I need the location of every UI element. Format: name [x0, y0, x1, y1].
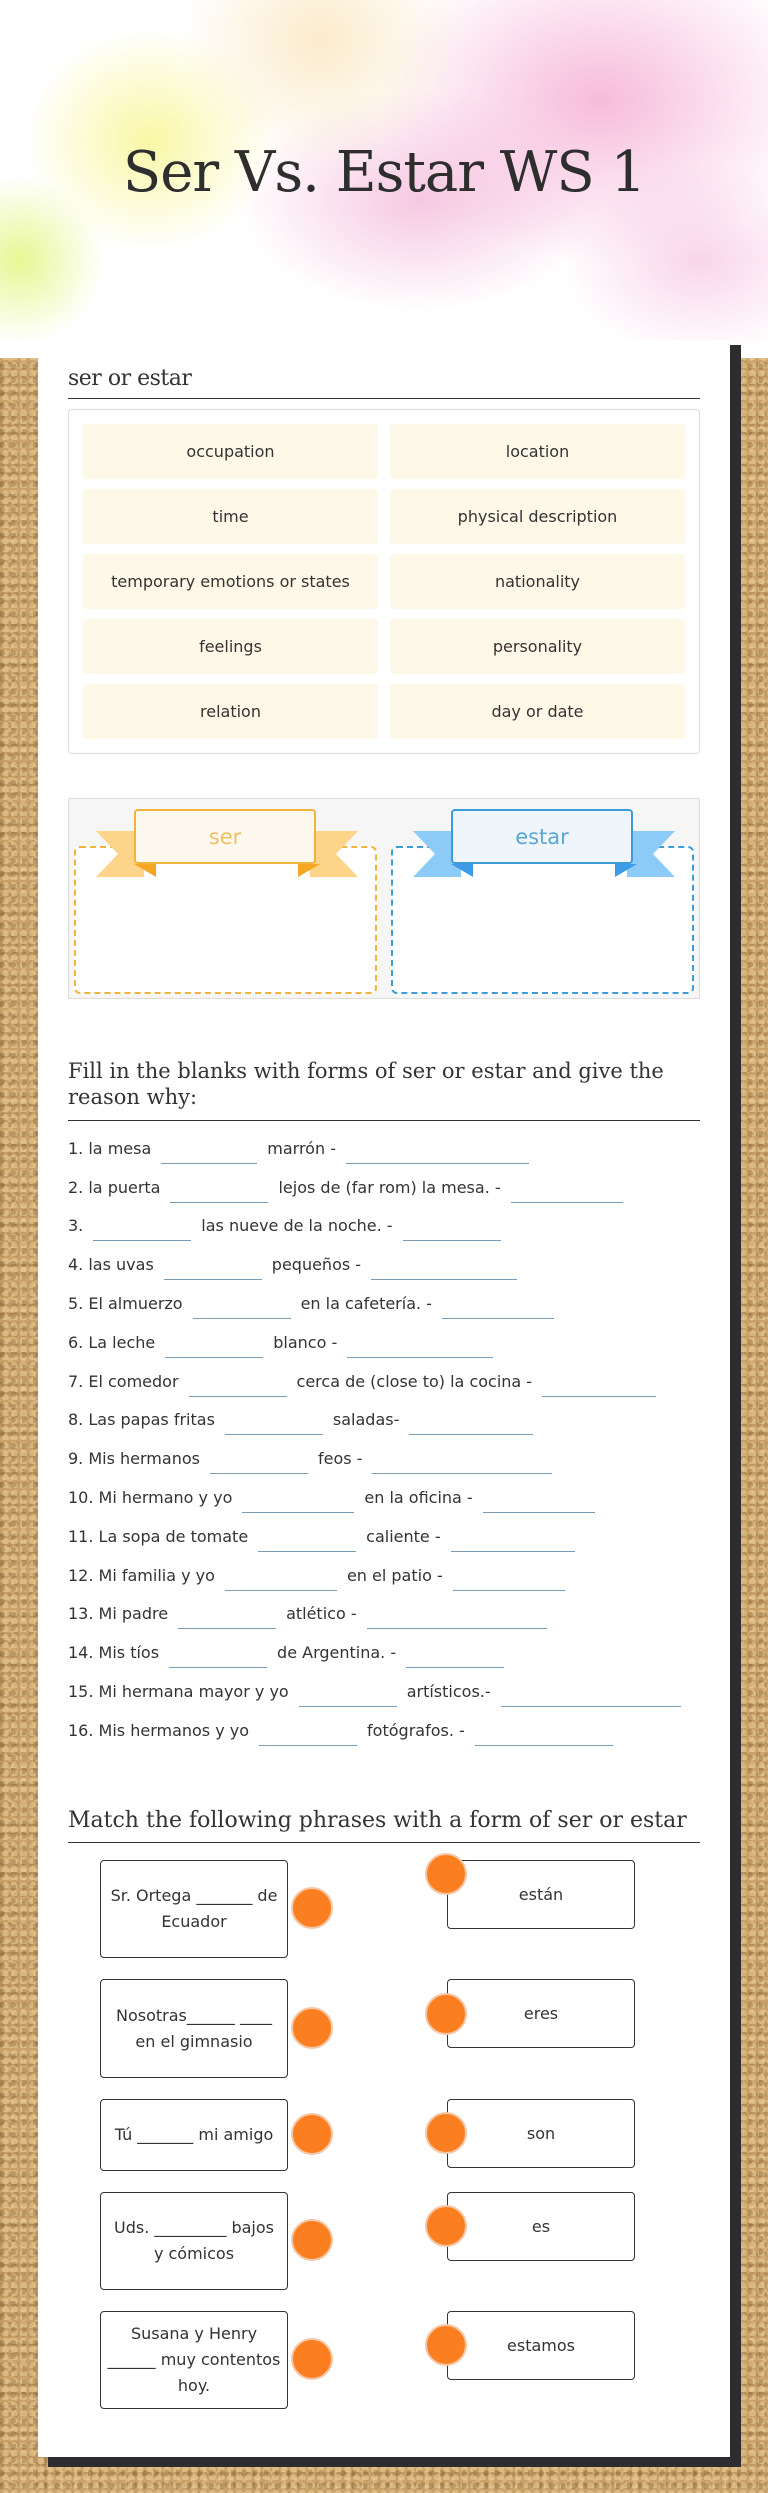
prompt-text: cerca de (close to) la cocina -	[296, 1371, 533, 1391]
prompt-text: en la cafetería. -	[300, 1293, 432, 1313]
prompt-text: 2. la puerta	[68, 1177, 161, 1197]
prompt-text: 3.	[68, 1216, 84, 1236]
category-card[interactable]: personality	[390, 619, 685, 674]
reason-blank[interactable]	[483, 1491, 595, 1513]
reason-blank[interactable]	[409, 1413, 533, 1435]
prompt-text: 11. La sopa de tomate	[68, 1526, 249, 1546]
verb-blank[interactable]	[225, 1569, 337, 1591]
verb-blank[interactable]	[210, 1452, 308, 1474]
fill-row	[68, 1631, 700, 1670]
fill-row	[68, 1593, 700, 1632]
fill-title: Fill in the blanks with forms of ser or estar and give the reason why:	[68, 1058, 700, 1121]
header-banner	[0, 0, 768, 358]
fill-row	[68, 1515, 700, 1554]
prompt-text: 14. Mis tíos	[68, 1643, 160, 1663]
prompt-text: 15. Mi hermana mayor y yo	[68, 1681, 289, 1701]
fill-row	[68, 1282, 700, 1321]
match-answer: están	[447, 1860, 635, 1929]
fill-list	[68, 1127, 700, 1748]
prompt-text: caliente -	[366, 1526, 441, 1546]
match-phrase: Tú _______ mi amigo	[100, 2099, 288, 2171]
match-answer: son	[447, 2099, 635, 2168]
ser-label: ser	[134, 809, 316, 864]
match-connector-dot[interactable]	[291, 2338, 333, 2380]
prompt-text: 1. la mesa	[68, 1138, 152, 1158]
prompt-text: atlético -	[286, 1604, 357, 1624]
category-card[interactable]: occupation	[83, 424, 378, 479]
match-phrase: Uds. _________ bajos y cómicos	[100, 2192, 288, 2290]
reason-blank[interactable]	[347, 1336, 493, 1358]
fill-row	[68, 1437, 700, 1476]
match-answer: estamos	[447, 2311, 635, 2380]
estar-label: estar	[451, 809, 633, 864]
verb-blank[interactable]	[299, 1685, 397, 1707]
verb-blank[interactable]	[164, 1258, 262, 1280]
category-card[interactable]: day or date	[390, 684, 685, 739]
prompt-text: en la oficina -	[364, 1487, 473, 1507]
estar-ribbon	[413, 809, 675, 879]
reason-blank[interactable]	[511, 1181, 623, 1203]
fill-row	[68, 1709, 700, 1748]
fill-row	[68, 1321, 700, 1360]
verb-blank[interactable]	[259, 1724, 357, 1746]
prompt-text: 4. las uvas	[68, 1255, 154, 1275]
match-connector-dot[interactable]	[425, 2205, 467, 2247]
verb-blank[interactable]	[242, 1491, 354, 1513]
sort-area	[68, 798, 700, 999]
prompt-text: marrón -	[267, 1138, 336, 1158]
category-bank	[68, 409, 700, 754]
fill-row	[68, 1476, 700, 1515]
fill-row	[68, 1399, 700, 1438]
prompt-text: artísticos.-	[406, 1681, 491, 1701]
prompt-text: 10. Mi hermano y yo	[68, 1487, 233, 1507]
prompt-text: de Argentina. -	[277, 1643, 397, 1663]
reason-blank[interactable]	[406, 1646, 504, 1668]
fill-row	[68, 1243, 700, 1282]
prompt-text: 13. Mi padre	[68, 1604, 169, 1624]
prompt-text: las nueve de la noche. -	[201, 1216, 393, 1236]
fill-row	[68, 1166, 700, 1205]
verb-blank[interactable]	[258, 1530, 356, 1552]
verb-blank[interactable]	[165, 1336, 263, 1358]
prompt-text: fotógrafos. -	[367, 1720, 465, 1740]
category-card[interactable]: feelings	[83, 619, 378, 674]
fill-row	[68, 1127, 700, 1166]
worksheet-card	[38, 340, 730, 2457]
prompt-text: saladas-	[332, 1410, 400, 1430]
fill-row	[68, 1670, 700, 1709]
prompt-text: 12. Mi familia y yo	[68, 1565, 215, 1585]
prompt-text: 8. Las papas fritas	[68, 1410, 215, 1430]
reason-blank[interactable]	[475, 1724, 613, 1746]
reason-blank[interactable]	[451, 1530, 575, 1552]
match-section	[68, 1808, 700, 1843]
categories-section	[68, 366, 700, 754]
category-card[interactable]: temporary emotions or states	[83, 554, 378, 609]
match-connector-dot[interactable]	[291, 1887, 333, 1929]
verb-blank[interactable]	[170, 1181, 268, 1203]
ser-ribbon	[96, 809, 358, 879]
match-connector-dot[interactable]	[291, 2219, 333, 2261]
prompt-text: 5. El almuerzo	[68, 1293, 183, 1313]
verb-blank[interactable]	[161, 1142, 257, 1164]
prompt-text: 9. Mis hermanos	[68, 1449, 200, 1469]
reason-blank[interactable]	[453, 1569, 565, 1591]
category-card[interactable]: location	[390, 424, 685, 479]
verb-blank[interactable]	[225, 1413, 323, 1435]
reason-blank[interactable]	[542, 1375, 656, 1397]
match-answer: es	[447, 2192, 635, 2261]
category-card[interactable]: relation	[83, 684, 378, 739]
fill-row	[68, 1205, 700, 1244]
reason-blank[interactable]	[346, 1142, 529, 1164]
prompt-text: blanco -	[273, 1332, 338, 1352]
match-connector-dot[interactable]	[425, 1853, 467, 1895]
category-card[interactable]: time	[83, 489, 378, 544]
reason-blank[interactable]	[367, 1607, 547, 1629]
match-connector-dot[interactable]	[291, 2113, 333, 2155]
match-answer: eres	[447, 1979, 635, 2048]
fill-row	[68, 1554, 700, 1593]
verb-blank[interactable]	[169, 1646, 267, 1668]
reason-blank[interactable]	[501, 1685, 681, 1707]
verb-blank[interactable]	[193, 1297, 291, 1319]
prompt-text: 6. La leche	[68, 1332, 156, 1352]
verb-blank[interactable]	[178, 1607, 276, 1629]
match-connector-dot[interactable]	[425, 2112, 467, 2154]
category-card[interactable]: physical description	[390, 489, 685, 544]
reason-blank[interactable]	[372, 1452, 552, 1474]
prompt-text: pequeños -	[271, 1255, 362, 1275]
match-phrase: Sr. Ortega _______ de Ecuador	[100, 1860, 288, 1958]
match-connector-dot[interactable]	[425, 2324, 467, 2366]
reason-blank[interactable]	[442, 1297, 554, 1319]
prompt-text: feos -	[317, 1449, 363, 1469]
categories-title: ser or estar	[68, 366, 700, 399]
category-card[interactable]: nationality	[390, 554, 685, 609]
verb-blank[interactable]	[93, 1219, 191, 1241]
prompt-text: en el patio -	[346, 1565, 443, 1585]
prompt-text: 7. El comedor	[68, 1371, 179, 1391]
reason-blank[interactable]	[371, 1258, 517, 1280]
match-phrase: Susana y Henry ______ muy contentos hoy.	[100, 2311, 288, 2409]
verb-blank[interactable]	[189, 1375, 287, 1397]
page-title: Ser Vs. Estar WS 1	[122, 140, 646, 205]
fill-row	[68, 1360, 700, 1399]
reason-blank[interactable]	[403, 1219, 501, 1241]
fill-section	[68, 1058, 700, 1748]
match-phrase: Nosotras______ ____ en el gimnasio	[100, 1979, 288, 2078]
match-title: Match the following phrases with a form of ser or estar	[68, 1808, 700, 1843]
prompt-text: 16. Mis hermanos y yo	[68, 1720, 250, 1740]
match-connector-dot[interactable]	[425, 1993, 467, 2035]
prompt-text: lejos de (far rom) la mesa. -	[278, 1177, 501, 1197]
match-connector-dot[interactable]	[291, 2007, 333, 2049]
